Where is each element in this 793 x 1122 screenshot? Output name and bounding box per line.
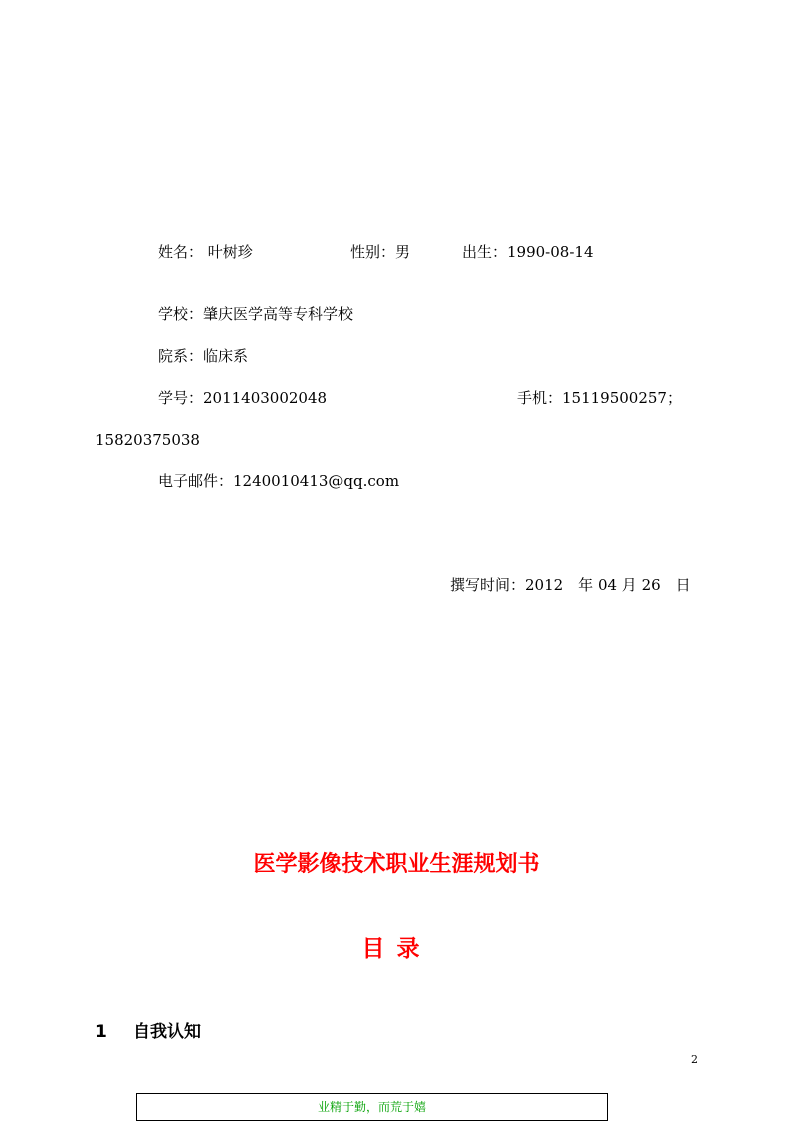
phone-continuation: 15820375038: [95, 431, 200, 449]
motto-text: 业精于勤，而荒于嬉: [317, 1100, 426, 1114]
motto-box: [136, 1093, 608, 1121]
student-id-field: 学号：2011403002048: [158, 389, 328, 407]
written-date: 撰写时间：2012 年 04 月 26 日: [450, 576, 691, 594]
email-field: 电子邮件：1240010413@qq.com: [158, 472, 400, 490]
section-number: 1: [95, 1022, 107, 1042]
document-title: 医学影像技术职业生涯规划书: [253, 852, 540, 877]
phone-field: 手机：15119500257；: [517, 389, 682, 407]
name-field: 姓名： 叶树珍: [158, 243, 253, 261]
page-number: 2: [691, 1053, 698, 1066]
school-field: 学校：肇庆医学高等专科学校: [158, 305, 354, 323]
birth-field: 出生：1990-08-14: [462, 243, 594, 261]
toc-heading: 目录: [361, 936, 432, 962]
department-field: 院系：临床系: [158, 347, 249, 365]
gender-field: 性别：男: [350, 243, 411, 261]
section-title: 自我认知: [133, 1022, 201, 1042]
